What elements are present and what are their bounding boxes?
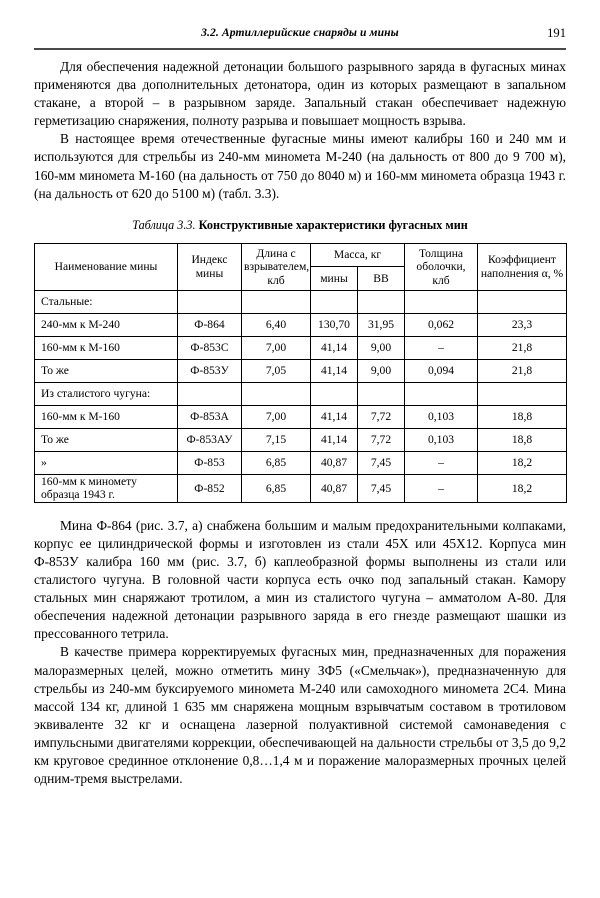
column-header-mass-mine: мины <box>311 267 358 291</box>
cell-name: 160-мм к миномету образца 1943 г. <box>35 474 178 502</box>
cell-index <box>178 382 242 405</box>
specifications-table <box>34 243 567 503</box>
cell-mass-vv <box>358 290 405 313</box>
running-head <box>34 26 566 46</box>
table-caption-text: Конструктивные характеристики фугасных мин <box>198 217 468 232</box>
cell-length: 6,40 <box>242 313 311 336</box>
cell-index: Ф-853АУ <box>178 428 242 451</box>
cell-length: 6,85 <box>242 474 311 502</box>
cell-index <box>178 290 242 313</box>
cell-coefficient: 18,8 <box>478 428 567 451</box>
cell-index: Ф-852 <box>178 474 242 502</box>
table-row <box>35 451 567 474</box>
table-header-row-1 <box>35 243 567 267</box>
cell-length: 7,00 <box>242 336 311 359</box>
table-row <box>35 474 567 502</box>
cell-index: Ф-853 <box>178 451 242 474</box>
cell-mass-mine: 130,70 <box>311 313 358 336</box>
cell-mass-vv: 7,45 <box>358 451 405 474</box>
cell-mass-vv: 7,45 <box>358 474 405 502</box>
running-head-title: 3.2. Артиллерийские снаряды и мины <box>201 26 399 39</box>
table-row <box>35 290 567 313</box>
cell-coefficient: 23,3 <box>478 313 567 336</box>
column-header-index: Индекс мины <box>178 243 242 290</box>
cell-index: Ф-853У <box>178 359 242 382</box>
cell-length <box>242 382 311 405</box>
cell-coefficient: 18,8 <box>478 405 567 428</box>
cell-mass-mine: 41,14 <box>311 336 358 359</box>
cell-thickness: 0,103 <box>405 405 478 428</box>
page-content <box>34 58 566 788</box>
cell-index: Ф-853С <box>178 336 242 359</box>
table-header <box>35 243 567 290</box>
cell-name: » <box>35 451 178 474</box>
cell-index: Ф-853А <box>178 405 242 428</box>
cell-thickness <box>405 290 478 313</box>
cell-name: 160-мм к М-160 <box>35 405 178 428</box>
paragraph-3: Мина Ф-864 (рис. 3.7, а) снабжена большим и малым предохранительными колпаками, корпус ее цилиндрической формы и изготовлен из стали 45Х или 45Х12. Корпуса мин Ф-853У калибра 160 мм (рис. 3.7, б) каплеобразной формы выполнены из стали или сталистого чугуна. В головной части корпуса есть очко под запальный стакан. Камору стальных мин снаряжают тротилом, а мин из сталистого чугуна – амматолом А-80. Для обеспечения надежной детонации разрывного заряда в его гнезде размещают шашки из прессованного тетрила. <box>34 517 566 642</box>
column-header-coefficient: Коэффициент наполнения α, % <box>478 243 567 290</box>
cell-coefficient: 21,8 <box>478 359 567 382</box>
header-rule <box>34 48 566 50</box>
cell-thickness <box>405 382 478 405</box>
cell-name: То же <box>35 359 178 382</box>
paragraph-1: Для обеспечения надежной детонации большого разрывного заряда в фугасных минах применяются два дополнительных детонатора, один из которых размещают в запальном стакане, а второй – в разрывном заряде. Запальный стакан обеспечивает надежную герметизацию снаряжения, полноту разрыва и повышает мощность взрыва. <box>34 59 566 129</box>
table-row <box>35 428 567 451</box>
cell-name: 240-мм к М-240 <box>35 313 178 336</box>
cell-mass-vv: 7,72 <box>358 428 405 451</box>
table-row <box>35 336 567 359</box>
cell-mass-vv: 7,72 <box>358 405 405 428</box>
column-header-mass-group: Масса, кг <box>311 243 405 267</box>
cell-coefficient <box>478 290 567 313</box>
cell-length: 7,00 <box>242 405 311 428</box>
table-row <box>35 382 567 405</box>
cell-mass-mine: 40,87 <box>311 451 358 474</box>
cell-mass-mine <box>311 382 358 405</box>
cell-mass-vv <box>358 382 405 405</box>
table-body <box>35 290 567 502</box>
cell-length: 6,85 <box>242 451 311 474</box>
cell-coefficient <box>478 382 567 405</box>
cell-mass-mine: 40,87 <box>311 474 358 502</box>
cell-mass-mine: 41,14 <box>311 359 358 382</box>
table-row <box>35 313 567 336</box>
cell-length: 7,05 <box>242 359 311 382</box>
column-header-mass-vv: ВВ <box>358 267 405 291</box>
table-caption <box>34 203 566 243</box>
paragraph-2: В настоящее время отечественные фугасные мины имеют калибры 160 и 240 мм и используются для стрельбы из 240-мм миномета М-240 (на дальность от 800 до 9 700 м), 160-мм миномета М-160 (на дальность от 750 до 8040 м) и 160-мм миномета образца 1943 г. (на дальность от 620 до 5100 м) (табл. 3.3). <box>34 131 566 201</box>
table-row <box>35 359 567 382</box>
cell-thickness: 0,062 <box>405 313 478 336</box>
cell-thickness: – <box>405 451 478 474</box>
cell-mass-mine: 41,14 <box>311 428 358 451</box>
cell-length <box>242 290 311 313</box>
cell-mass-vv: 9,00 <box>358 359 405 382</box>
cell-coefficient: 18,2 <box>478 474 567 502</box>
cell-name: Стальные: <box>35 290 178 313</box>
cell-mass-vv: 31,95 <box>358 313 405 336</box>
cell-coefficient: 18,2 <box>478 451 567 474</box>
cell-thickness: 0,103 <box>405 428 478 451</box>
table-row <box>35 405 567 428</box>
cell-name: Из сталистого чугуна: <box>35 382 178 405</box>
cell-thickness: – <box>405 336 478 359</box>
cell-mass-mine <box>311 290 358 313</box>
paragraph-4: В качестве примера корректируемых фугасных мин, предназначенных для поражения малоразмерных целей, можно отметить мину ЗФ5 («Смельчак»), предназначенную для стрельбы из 240-мм буксируемого миномета М-240 или самоходного миномета 2С4. Мина массой 134 кг, длиной 1 635 мм снаряжена мощным взрывчатым составом в тротиловом эквиваленте 32 кг и оснащена лазерной полуактивной системой самонаведения с импульсными двигателями коррекции, обеспечивающей на дальности стрельбы от 3,5 до 9,2 км круговое срединное отклонение 0,8…1,4 м и поражение малоразмерных прочных целей одним-тремя выстрелами. <box>34 644 566 787</box>
cell-mass-mine: 41,14 <box>311 405 358 428</box>
column-header-thickness: Толщина оболочки, клб <box>405 243 478 290</box>
cell-thickness: 0,094 <box>405 359 478 382</box>
cell-mass-vv: 9,00 <box>358 336 405 359</box>
cell-thickness: – <box>405 474 478 502</box>
table-caption-label: Таблица 3.3. <box>132 217 196 232</box>
column-header-name: Наименование мины <box>35 243 178 290</box>
cell-coefficient: 21,8 <box>478 336 567 359</box>
cell-length: 7,15 <box>242 428 311 451</box>
cell-name: То же <box>35 428 178 451</box>
cell-index: Ф-864 <box>178 313 242 336</box>
page-number: 191 <box>547 26 566 40</box>
cell-name: 160-мм к М-160 <box>35 336 178 359</box>
column-header-length: Длина с взрывателем, клб <box>242 243 311 290</box>
